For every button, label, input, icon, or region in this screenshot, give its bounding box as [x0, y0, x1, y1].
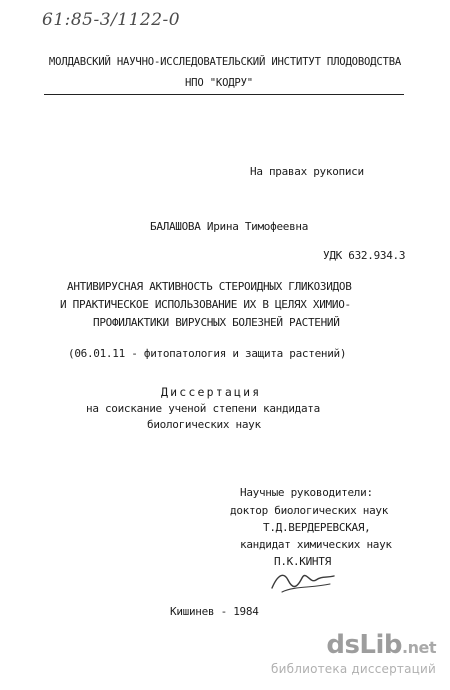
title-line: ПРОФИЛАКТИКИ ВИРУСНЫХ БОЛЕЗНЕЙ РАСТЕНИЙ — [93, 316, 340, 329]
author-name: БАЛАШОВА Ирина Тимофеевна — [150, 220, 309, 233]
degree-field: биологических наук — [147, 418, 261, 431]
title-line: АНТИВИРУСНАЯ АКТИВНОСТЬ СТЕРОИДНЫХ ГЛИКОЗИДОВ — [67, 280, 352, 293]
handwritten-code: 61:85-3/1122-0 — [42, 10, 181, 30]
watermark — [271, 631, 436, 676]
institute-name: МОЛДАВСКИЙ НАУЧНО-ИССЛЕДОВАТЕЛЬСКИЙ ИНСТИТУТ ПЛОДОВОДСТВА — [48, 56, 402, 68]
degree-line: на соискание ученой степени кандидата — [86, 402, 320, 415]
supervisor-name: П.К.КИНТЯ — [274, 555, 331, 568]
udk-code: УДК 632.934.3 — [323, 249, 406, 262]
watermark-subtitle: библиотека диссертаций — [271, 662, 436, 676]
header-rule — [44, 94, 404, 95]
supervisors-heading: Научные руководители: — [240, 486, 373, 499]
supervisor-degree: кандидат химических наук — [240, 538, 392, 551]
watermark-logo: dsLib.net — [326, 630, 436, 660]
title-line: И ПРАКТИЧЕСКОЕ ИСПОЛЬЗОВАНИЕ ИХ В ЦЕЛЯХ ХИМИО- — [60, 298, 351, 311]
rights-notice: На правах рукописи — [250, 165, 364, 178]
supervisor-name: Т.Д.ВЕРДЕРЕВСКАЯ, — [263, 521, 371, 534]
handwritten-signature — [268, 566, 338, 596]
specialty-code: (06.01.11 - фитопатология и защита растений) — [68, 347, 347, 360]
dissertation-label: Диссертация — [161, 385, 262, 399]
place-year: Кишинев - 1984 — [170, 605, 259, 618]
supervisor-degree: доктор биологических наук — [230, 504, 389, 517]
institute-subname: НПО "КОДРУ" — [185, 77, 253, 89]
